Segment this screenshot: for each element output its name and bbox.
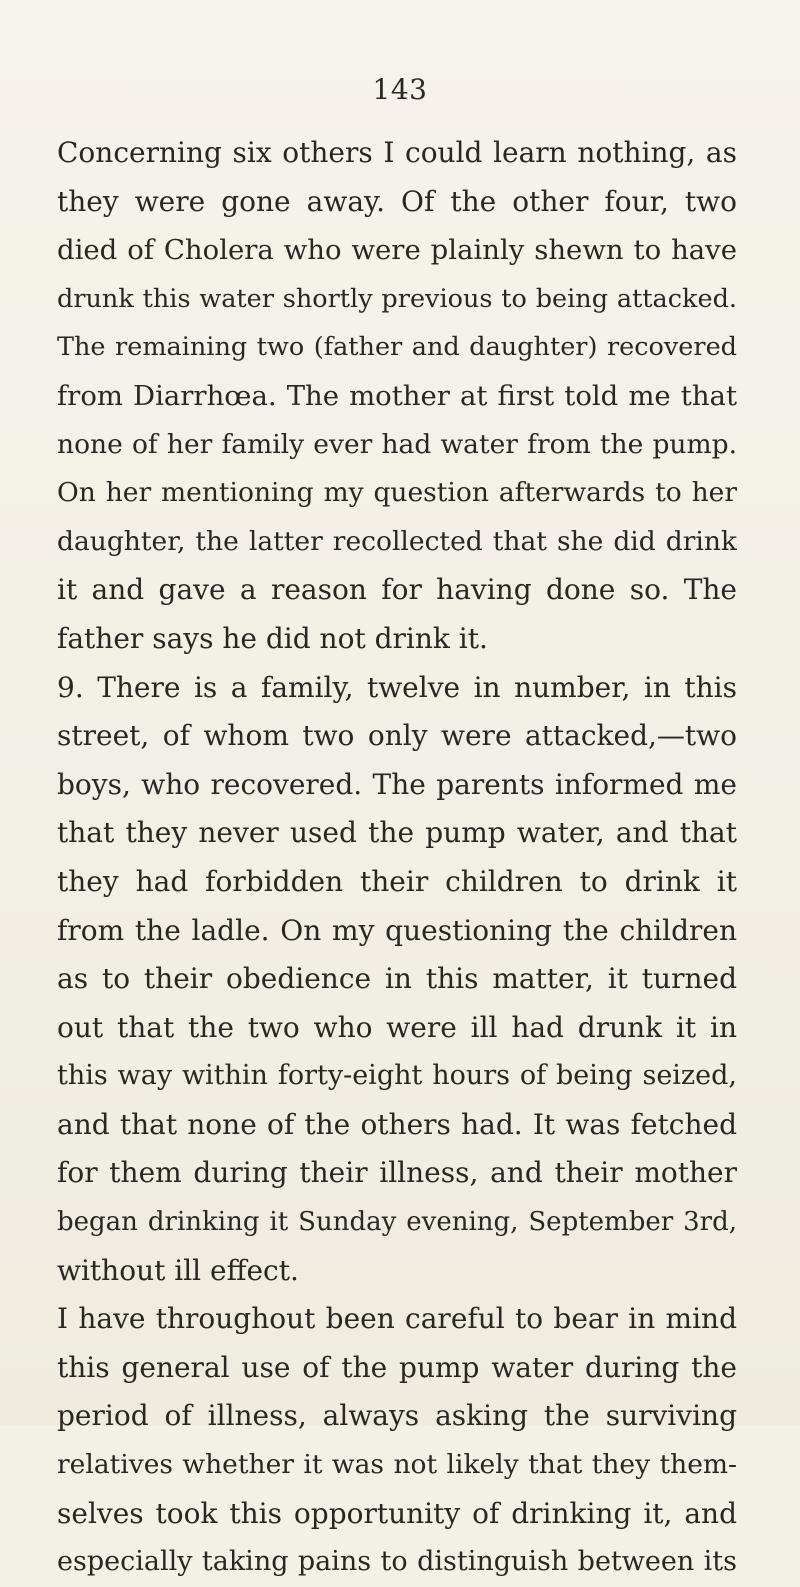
text-line: began drinking it Sunday evening, September 3rd, <box>57 1207 737 1238</box>
text-line: selves took this opportunity of drinking it, and <box>57 1496 737 1530</box>
text-line: I have throughout been careful to bear in mind <box>57 1302 737 1336</box>
text-line: without ill effect. <box>57 1253 299 1287</box>
text-line: it and gave a reason for having done so. The <box>57 573 737 607</box>
text-line: especially taking pains to distinguish between its <box>57 1546 737 1578</box>
text-line: they had forbidden their children to drink it <box>57 864 737 898</box>
text-line: drunk this water shortly previous to being attacked. <box>57 283 737 314</box>
text-line: and that none of the others had. It was fetched <box>57 1107 737 1141</box>
text-line: this way within forty-eight hours of being seized, <box>57 1060 737 1092</box>
text-line: from Diarrhœa. The mother at first told me that <box>57 379 737 412</box>
text-line: died of Cholera who were plainly shewn to have <box>57 234 737 267</box>
text-line: from the ladle. On my questioning the children <box>57 913 737 947</box>
text-line: as to their obedience in this matter, it turned <box>57 962 737 996</box>
text-line: 9. There is a family, twelve in number, in this <box>57 670 737 704</box>
text-line: father says he did not drink it. <box>57 621 488 655</box>
text-line: daughter, the latter recollected that she did drink <box>57 525 737 557</box>
text-line: boys, who recovered. The parents informed me <box>57 767 737 801</box>
text-line: The remaining two (father and daughter) recovered <box>57 332 737 363</box>
text-line: relatives whether it was not likely that they them- <box>57 1449 737 1481</box>
text-line: period of illness, always asking the surviving <box>57 1399 737 1433</box>
text-line: street, of whom two only were attacked,—two <box>57 719 737 753</box>
page-number: 143 <box>372 73 428 106</box>
text-line: none of her family ever had water from the pump. <box>57 428 737 460</box>
text-line: that they never used the pump water, and that <box>57 816 737 850</box>
text-line: this general use of the pump water during the <box>57 1350 737 1384</box>
text-line: they were gone away. Of the other four, two <box>57 184 737 218</box>
text-line: Concerning six others I could learn nothing, as <box>57 136 737 169</box>
body-text <box>57 129 737 1587</box>
text-line: out that the two who were ill had drunk it in <box>57 1010 737 1044</box>
text-line: for them during their illness, and their mother <box>57 1156 737 1190</box>
text-line: On her mentioning my question afterwards to her <box>57 477 737 509</box>
